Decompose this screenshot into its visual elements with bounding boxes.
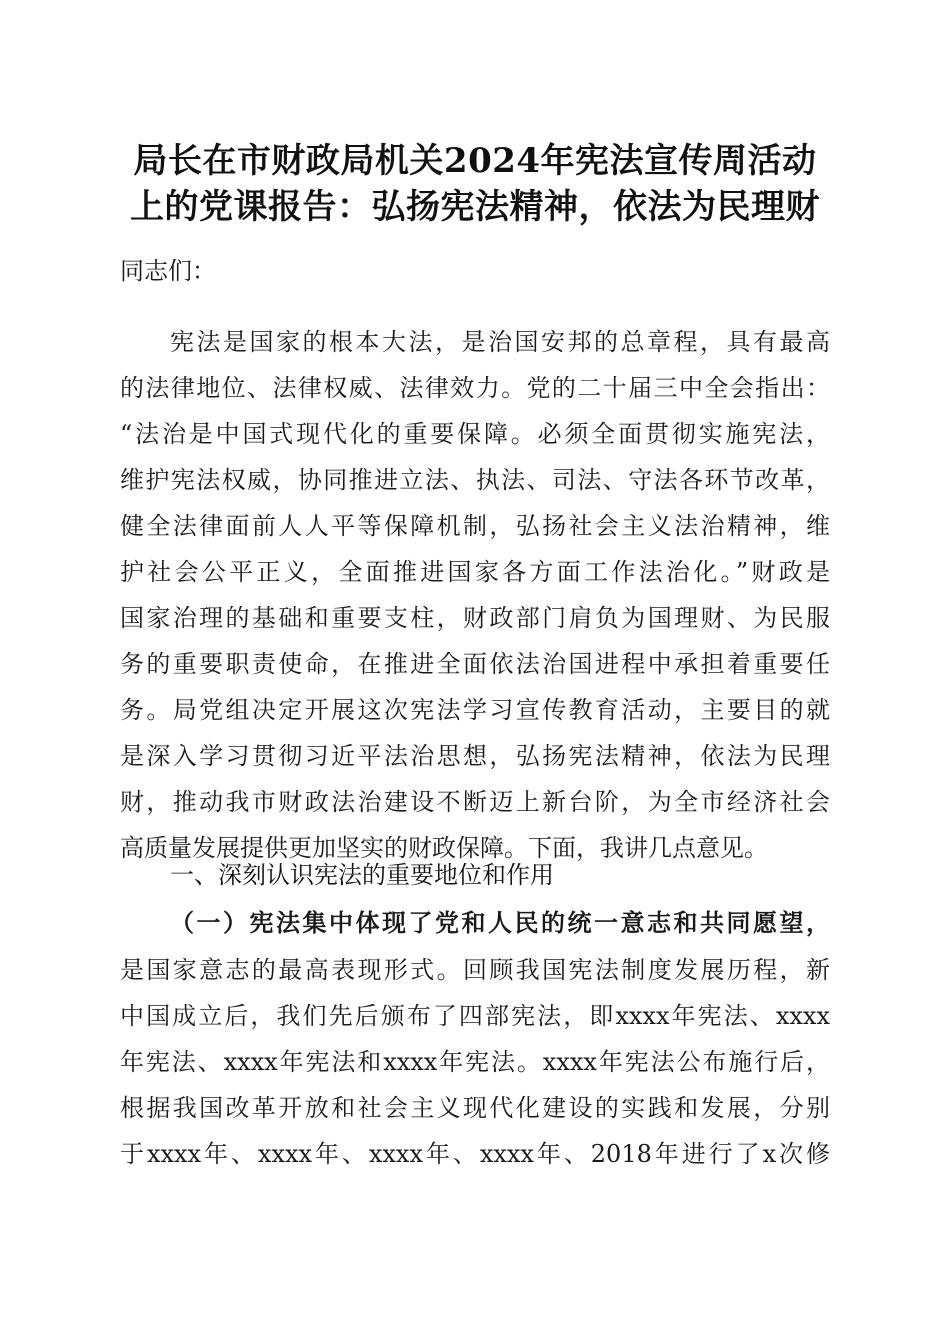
subsection-line: 根据我国改革开放和社会主义现代化建设的实践和发展，分别 <box>120 1094 830 1122</box>
subsection-line: 中国成立后，我们先后颁布了四部宪法，即xxxx年宪法、xxxx <box>120 1002 830 1030</box>
subsection-line: 年宪法、xxxx年宪法和xxxx年宪法。xxxx年宪法公布施行后， <box>120 1048 830 1076</box>
paragraph-line: 维护宪法权威，协同推进立法、执法、司法、守法各环节改革， <box>120 466 830 494</box>
document-title-line-2: 上的党课报告：弘扬宪法精神，依法为民理财 <box>130 187 820 227</box>
paragraph-line: 财，推动我市财政法治建设不断迈上新台阶，为全市经济社会 <box>120 788 830 816</box>
paragraph-line: 务的重要职责使命，在推进全面依法治国进程中承担着重要任 <box>120 650 830 678</box>
paragraph-line: 健全法律面前人人平等保障机制，弘扬社会主义法治精神，维 <box>120 512 830 540</box>
paragraph-line: 国家治理的基础和重要支柱，财政部门肩负为国理财、为民服 <box>120 604 830 632</box>
paragraph-line: 高质量发展提供更加坚实的财政保障。下面，我讲几点意见。 <box>120 834 768 862</box>
document-title-line-1: 局长在市财政局机关2024年宪法宣传周活动 <box>133 141 817 181</box>
paragraph-line: 宪法是国家的根本大法，是治国安邦的总章程，具有最高 <box>170 328 830 356</box>
paragraph-line: “法治是中国式现代化的重要保障。必须全面贯彻实施宪法， <box>120 420 830 448</box>
paragraph-line: 的法律地位、法律权威、法律效力。党的二十届三中全会指出： <box>120 374 830 402</box>
paragraph-line: 务。局党组决定开展这次宪法学习宣传教育活动，主要目的就 <box>120 696 830 724</box>
subsection-line: 是国家意志的最高表现形式。回顾我国宪法制度发展历程，新 <box>120 956 830 984</box>
paragraph-line: 护社会公平正义，全面推进国家各方面工作法治化。”财政是 <box>120 558 830 586</box>
section-heading: 一、深刻认识宪法的重要地位和作用 <box>170 861 554 889</box>
paragraph-line: 是深入学习贯彻习近平法治思想，弘扬宪法精神，依法为民理 <box>120 742 830 770</box>
subsection-line: （一）宪法集中体现了党和人民的统一意志和共同愿望， <box>170 908 830 937</box>
subsection-line: 于xxxx年、xxxx年、xxxx年、xxxx年、2018年进行了x次修 <box>120 1140 830 1168</box>
salutation: 同志们： <box>120 257 216 285</box>
